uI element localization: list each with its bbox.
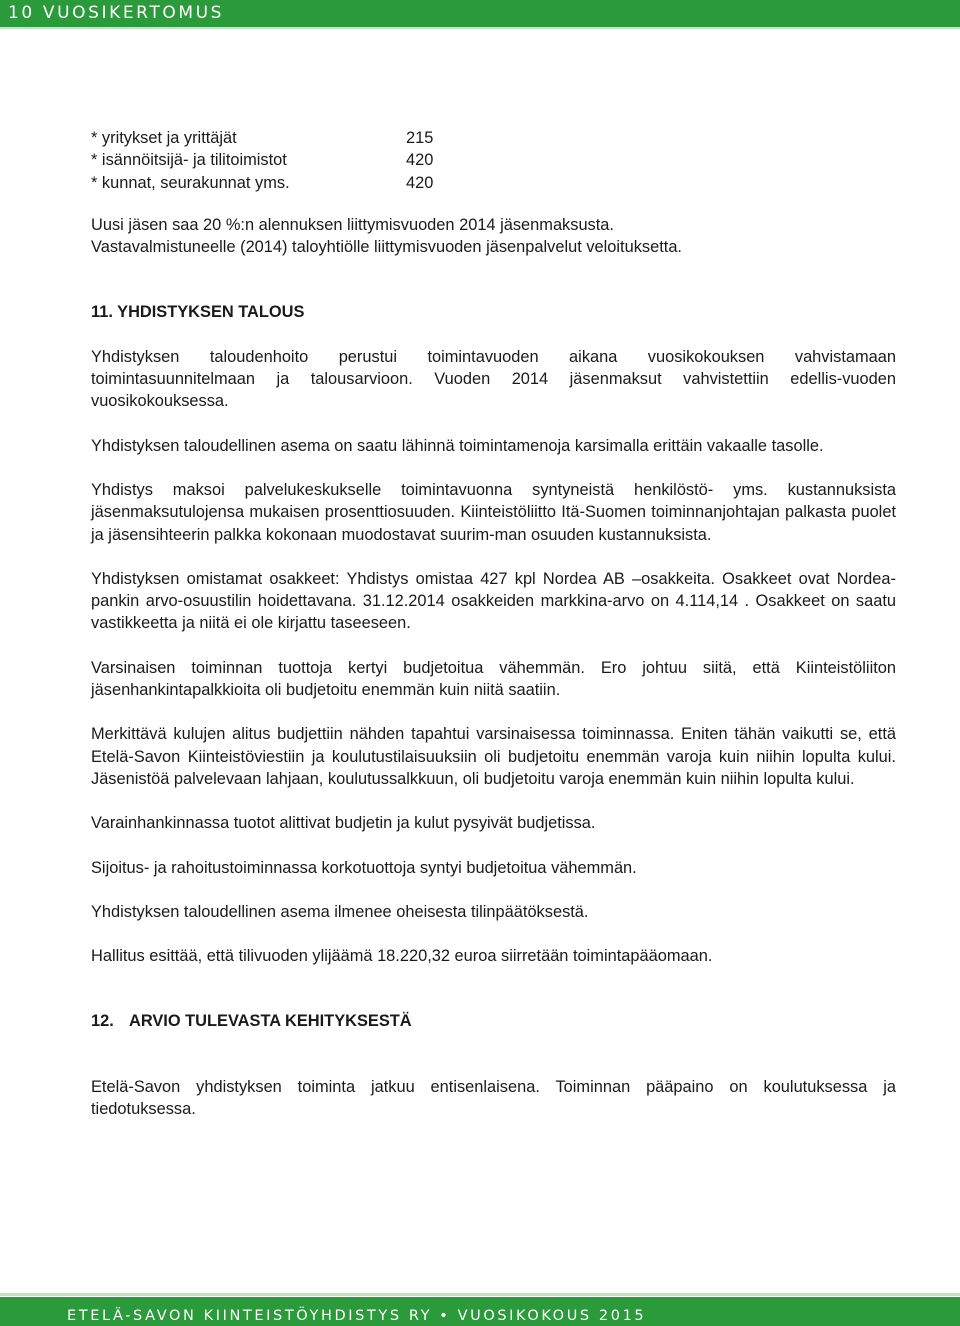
- member-fee-row: [91, 149, 896, 171]
- section-11-paragraph: Yhdistyksen taloudenhoito perustui toimintavuoden aikana vuosikokouksen vahvistamaan toimintasuunnitelmaan ja talousarvioon. Vuoden 2014 jäsenmaksut vahvistettiin edellis-vuoden vuosikokouksessa.: [91, 347, 896, 411]
- member-category: * yritykset ja yrittäjät: [91, 129, 237, 147]
- section-11-paragraph: Hallitus esittää, että tilivuoden ylijäämä 18.220,32 euroa siirretään toimintapääomaan.: [91, 947, 713, 966]
- section-11-paragraph: Yhdistyksen taloudellinen asema on saatu lähinnä toimintamenoja karsimalla erittäin vakaalle tasolle.: [91, 436, 824, 455]
- section-11-paragraph: Varainhankinnassa tuotot alittivat budjetin ja kulut pysyivät budjetissa.: [91, 814, 596, 833]
- header-divider: [0, 27, 960, 29]
- intro-line: Uusi jäsen saa 20 %:n alennuksen liittymisvuoden 2014 jäsenmaksusta.: [91, 215, 614, 234]
- section-12-number: 12.: [91, 1012, 114, 1031]
- header-bar: [0, 0, 960, 27]
- section-12-paragraph: Etelä-Savon yhdistyksen toiminta jatkuu entisenlaisena. Toiminnan pääpaino on koulutuksessa ja tiedotuksessa.: [91, 1077, 896, 1119]
- section-11-paragraph: Varsinaisen toiminnan tuottoja kertyi budjetoitua vähemmän. Ero johtuu siitä, että Kiinteistöliiton jäsenhankintapalkkioita oli budjetoitu enemmän kuin niitä saatiin.: [91, 658, 896, 700]
- member-category: * isännöitsijä- ja tilitoimistot: [91, 151, 287, 170]
- intro-line: Vastavalmistuneelle (2014) taloyhtiölle liittymisvuoden jäsenpalvelut veloituksetta.: [91, 238, 682, 257]
- intro-text: [91, 214, 896, 259]
- footer-title: ETELÄ-SAVON KIINTEISTÖYHDISTYS RY • VUOSIKOKOUS 2015: [67, 1308, 647, 1324]
- member-fee-list: [91, 127, 896, 194]
- section-11-paragraph: Sijoitus- ja rahoitustoiminnassa korkotuottoja syntyi budjetoitua vähemmän.: [91, 858, 637, 877]
- page-content: [91, 127, 896, 1120]
- member-fee: 420: [406, 151, 434, 170]
- member-fee-row: [91, 172, 896, 194]
- section-11-title: 11. YHDISTYKSEN TALOUS: [91, 303, 305, 322]
- section-11-paragraph: Yhdistyksen omistamat osakkeet: Yhdistys omistaa 427 kpl Nordea AB –osakkeita. Osakkeet ovat Nordea-pankin arvo-osuustilin hoidettavana. 31.12.2014 osakkeiden markkina-arvo on 4.114,14 . Osakkeet on saatu vastikkeetta ja niitä ei ole kirjattu taseeseen.: [91, 569, 896, 633]
- member-fee-row: [91, 127, 896, 149]
- section-11-paragraph: Yhdistyksen taloudellinen asema ilmenee oheisesta tilinpäätöksestä.: [91, 902, 589, 921]
- section-12-heading-text: ARVIO TULEVASTA KEHITYKSESTÄ: [129, 1012, 412, 1031]
- member-fee: 420: [406, 173, 434, 192]
- section-11-paragraph: Yhdistys maksoi palvelukeskukselle toimintavuonna syntyneistä henkilöstö- yms. kustannuksista jäsenmaksutulojensa mukaisen prosenttiosuuden. Kiinteistöliitto Itä-Suomen toiminnanjohtajan palkasta puolet ja jäsensihteerin palkka kokonaan muodostavat suurim-man osuuden kustannuksista.: [91, 480, 896, 544]
- header-title: 10 VUOSIKERTOMUS: [8, 3, 225, 23]
- section-12-title: [91, 1010, 896, 1032]
- member-fee: 215: [406, 129, 434, 147]
- member-category: * kunnat, seurakunnat yms.: [91, 173, 290, 192]
- footer-divider: [0, 1293, 960, 1296]
- section-11-paragraph: Merkittävä kulujen alitus budjettiin nähden tapahtui varsinaisessa toiminnassa. Eniten tähän vaikutti se, että Etelä-Savon Kiinteistöviestiin ja koulutustilaisuuksiin oli budjetoitu enemmän varoja kuin niihin lopulta kului. Jäsenistöä palvelevaan lahjaan, koulutussalkkuun, oli budjetoitu varoja enemmän kuin niihin lopulta kului.: [91, 725, 896, 788]
